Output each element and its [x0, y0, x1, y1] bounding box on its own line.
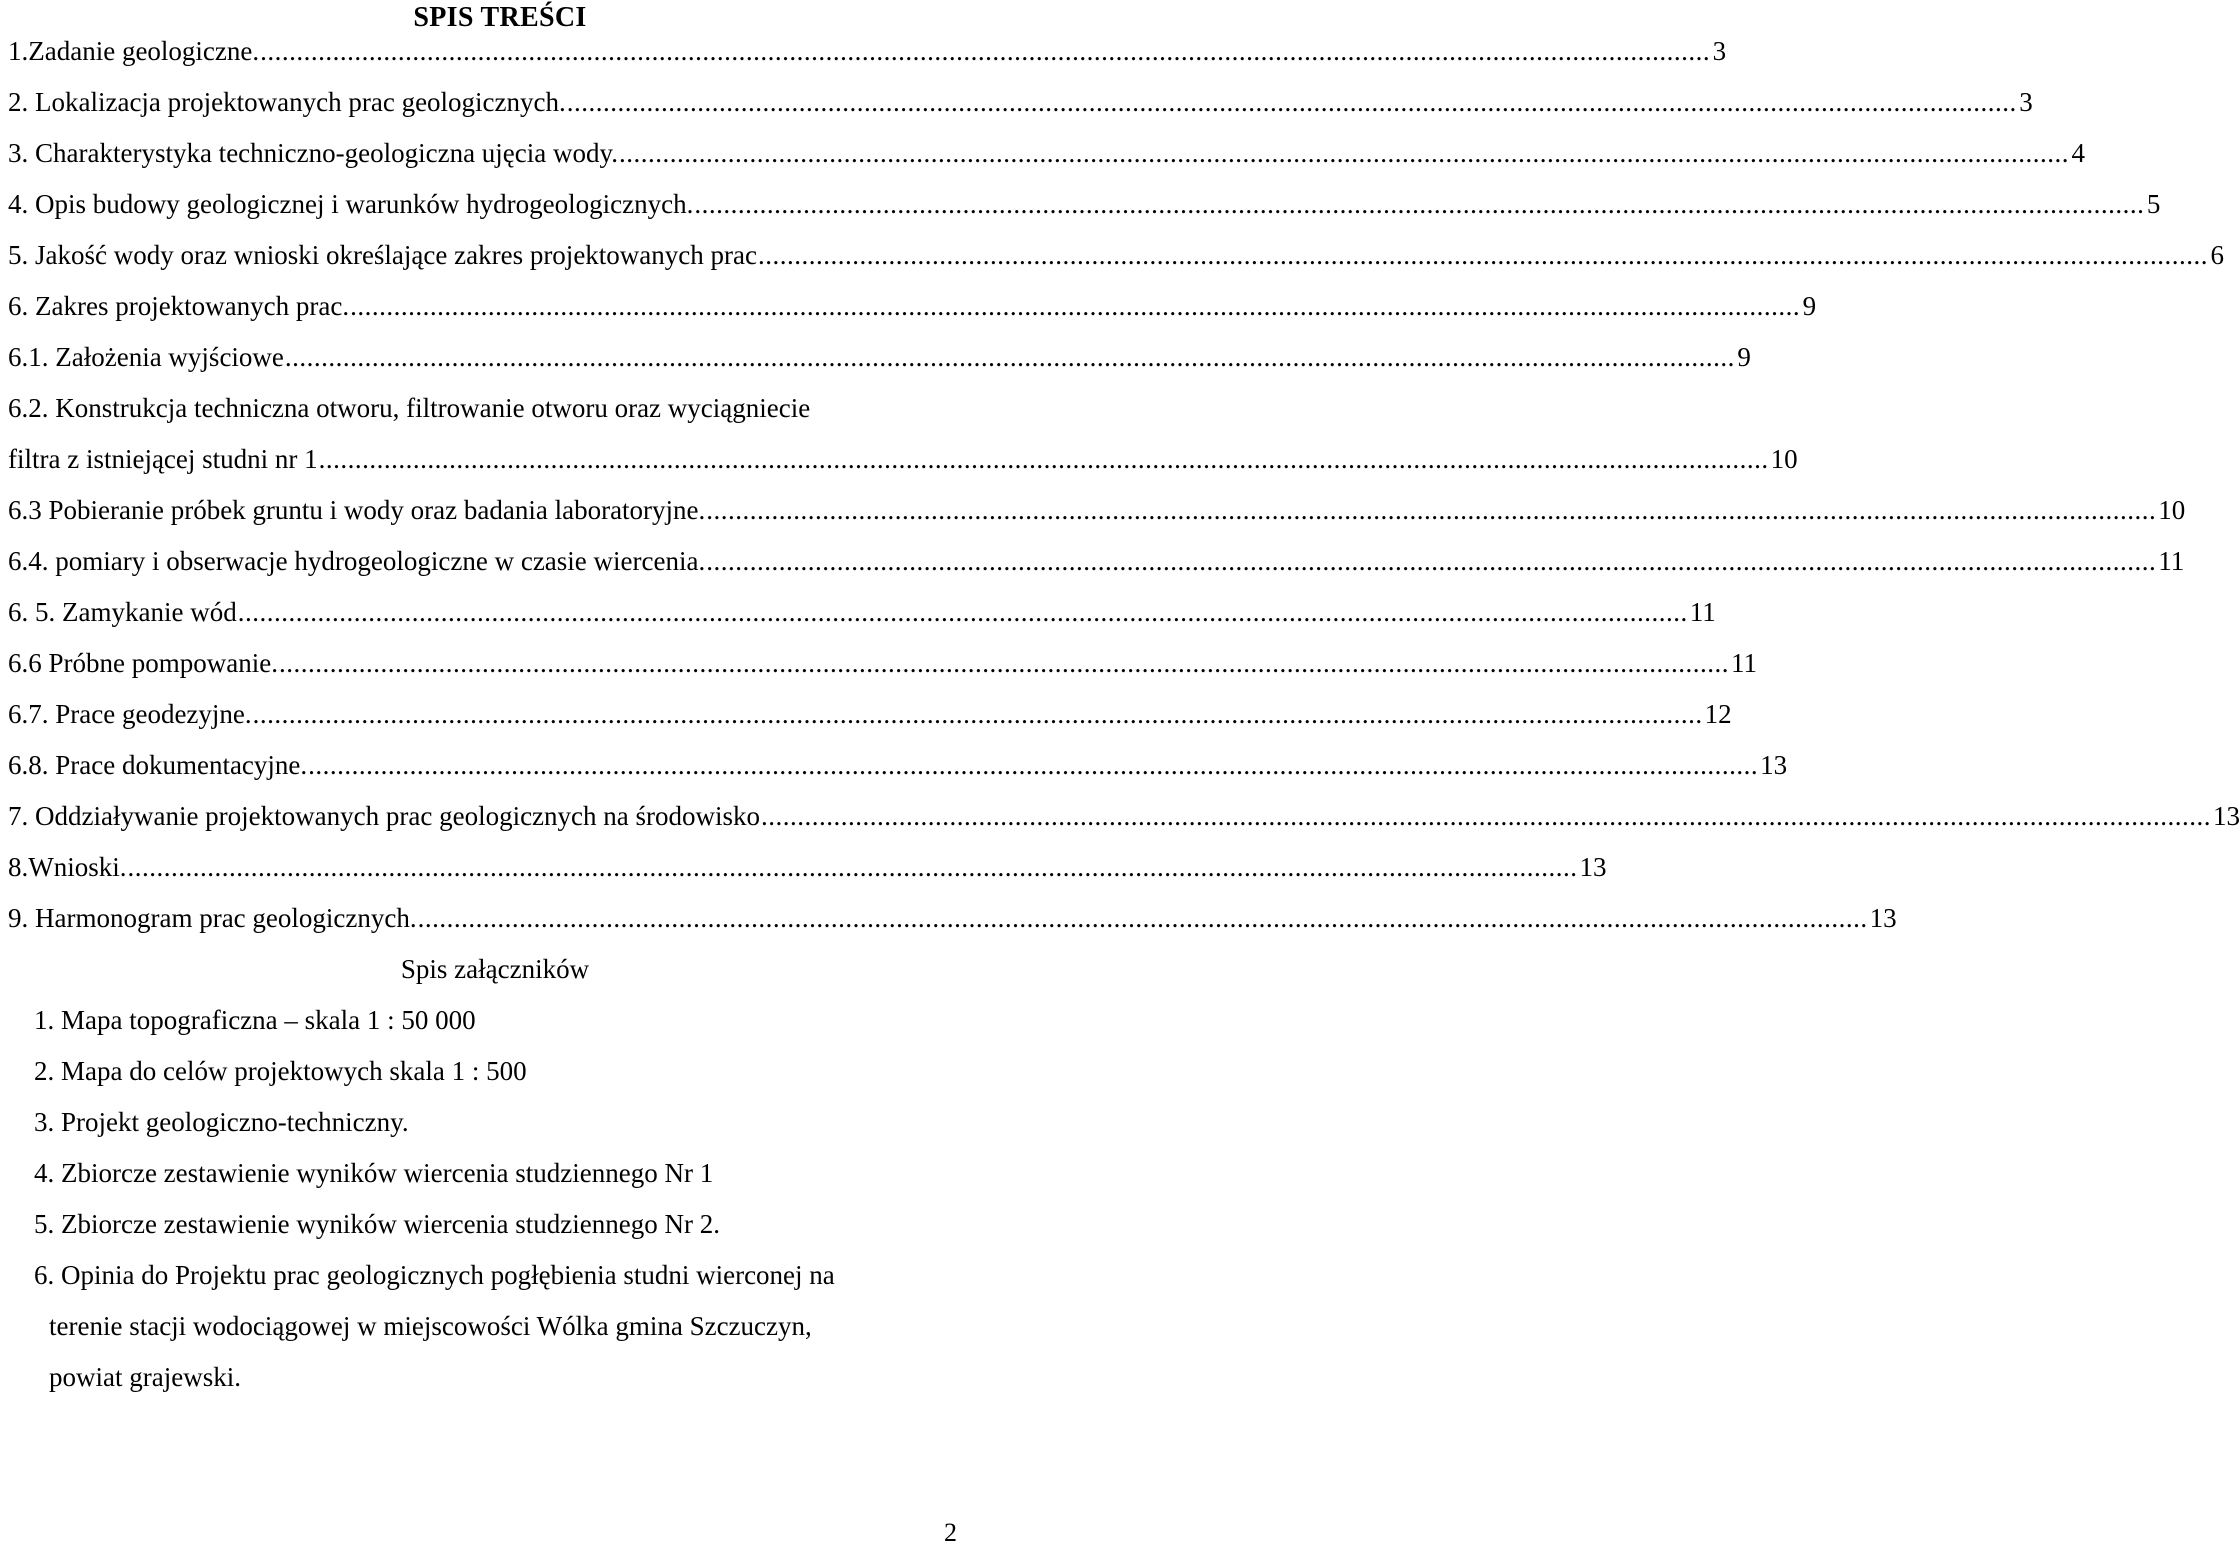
toc-entry[interactable] [8, 281, 1817, 332]
toc-entry[interactable] [8, 434, 1798, 485]
attachment-item [34, 1148, 954, 1199]
toc-entry-text: 7. Oddziaływanie projektowanych prac geologicznych na środowisko [8, 801, 761, 831]
dot-leader: ........................................................................................................................................................................................................ [757, 240, 2208, 270]
toc-entry[interactable] [8, 740, 1788, 791]
toc-entry-text: filtra z istniejącej studni nr 1 [8, 444, 318, 474]
toc-entry[interactable] [8, 893, 1897, 944]
toc-entry-page: 13 [1760, 750, 1788, 780]
toc-entry[interactable] [8, 77, 2033, 128]
page-number: 2 [944, 1518, 957, 1547]
toc-entry-page: 13 [1579, 852, 1607, 882]
toc-entry-text: 6.8. Prace dokumentacyjne. [8, 750, 308, 780]
toc-entry-text: 2. Lokalizacja projektowanych prac geologicznych. [8, 87, 566, 117]
dot-leader: ........................................................................................................................................................................................................ [706, 495, 2157, 525]
attachment-item [34, 995, 954, 1046]
attachment-item [34, 1250, 954, 1403]
dot-leader: ........................................................................................................................................................................................................ [706, 546, 2157, 576]
toc-entry-text: 6.2. Konstrukcja techniczna otworu, filtrowanie otworu oraz wyciągniecie [8, 393, 811, 423]
toc-entry-text: 6.6 Próbne pompowanie. [8, 648, 278, 678]
dot-leader: ........................................................................................................................................................................................................ [252, 699, 1703, 729]
toc-entry-text: 6.7. Prace geodezyjne. [8, 699, 252, 729]
toc-entry[interactable] [8, 26, 1727, 77]
dot-leader: ........................................................................................................................................................................................................ [278, 648, 1729, 678]
toc-entry-text: 8.Wnioski. [8, 852, 127, 882]
toc-entry[interactable] [8, 383, 960, 434]
dot-leader: ........................................................................................................................................................................................................ [260, 36, 1711, 66]
toc-entry-text: 6.4. pomiary i obserwacje hydrogeologiczne w czasie wiercenia. [8, 546, 706, 576]
toc-entry-text: 3. Charakterystyka techniczno-geologiczna ujęcia wody. [8, 138, 619, 168]
toc-entry-page: 11 [2158, 546, 2185, 576]
toc-entry[interactable] [8, 332, 1751, 383]
attachment-line: 1. Mapa topograficzna – skala 1 : 50 000 [34, 1005, 476, 1035]
attachments-title: Spis załączników [400, 954, 590, 984]
attachment-line: 5. Zbiorcze zestawienie wyników wiercenia studziennego Nr 2. [34, 1209, 720, 1239]
toc-entry[interactable] [8, 587, 1716, 638]
toc-entry-page: 10 [1770, 444, 1798, 474]
toc-entry-text: 1.Zadanie geologiczne. [8, 36, 260, 66]
toc-entry-page: 10 [2158, 495, 2186, 525]
toc-entry[interactable] [8, 179, 2161, 230]
toc-entry-page: 12 [1704, 699, 1732, 729]
toc-entry[interactable] [8, 689, 1732, 740]
attachment-line: 3. Projekt geologiczno-techniczny. [34, 1107, 409, 1137]
toc-entry-text: 6.3 Pobieranie próbek gruntu i wody oraz badania laboratoryjne. [8, 495, 706, 525]
toc-entry-page: 3 [2019, 87, 2033, 117]
toc-entry-page: 11 [1689, 597, 1716, 627]
table-of-contents [8, 26, 2240, 944]
toc-entry[interactable] [8, 128, 2086, 179]
toc-entry-page: 4 [2071, 138, 2086, 168]
dot-leader: ........................................................................................................................................................................................................ [350, 291, 1801, 321]
toc-entry-text: 4. Opis budowy geologicznej i warunków hydrogeologicznych. [8, 189, 694, 219]
attachments-list [34, 995, 954, 1403]
attachment-line: terenie stacji wodociągowej w miejscowości Wólka gmina Szczuczyn, [49, 1311, 812, 1341]
attachment-line: 6. Opinia do Projektu prac geologicznych pogłębienia studni wierconej na [34, 1260, 835, 1290]
dot-leader: ........................................................................................................................................................................................................ [318, 444, 1769, 474]
toc-title: SPIS TREŚCI [413, 2, 587, 33]
toc-entry-page: 5 [2146, 189, 2161, 219]
attachment-item [34, 1097, 954, 1148]
attachment-item [34, 1046, 954, 1097]
toc-entry-page: 11 [1730, 648, 1757, 678]
attachment-line: 4. Zbiorcze zestawienie wyników wiercenia studziennego Nr 1 [34, 1158, 714, 1188]
attachment-line: powiat grajewski. [49, 1362, 241, 1392]
attachment-item [34, 1199, 954, 1250]
toc-entry-text: 9. Harmonogram prac geologicznych. [8, 903, 417, 933]
dot-leader: ........................................................................................................................................................................................................ [417, 903, 1868, 933]
dot-leader: ........................................................................................................................................................................................................ [761, 801, 2212, 831]
toc-entry-text: 6. Zakres projektowanych prac. [8, 291, 350, 321]
toc-entry[interactable] [8, 485, 2186, 536]
toc-entry-page: 13 [2213, 801, 2240, 831]
dot-leader: ........................................................................................................................................................................................................ [619, 138, 2070, 168]
toc-entry[interactable] [8, 842, 1607, 893]
dot-leader: ........................................................................................................................................................................................................ [284, 342, 1735, 372]
toc-entry[interactable] [8, 638, 1757, 689]
dot-leader: ........................................................................................................................................................................................................ [237, 597, 1688, 627]
toc-entry[interactable] [8, 230, 2224, 281]
toc-entry-page: 9 [1737, 342, 1751, 372]
toc-entry-page: 13 [1869, 903, 1897, 933]
toc-entry-page: 9 [1802, 291, 1817, 321]
toc-entry[interactable] [8, 536, 2185, 587]
toc-entry[interactable] [8, 791, 2240, 842]
dot-leader: ........................................................................................................................................................................................................ [566, 87, 2017, 117]
toc-entry-text: 6.1. Założenia wyjściowe [8, 342, 284, 372]
toc-entry-page: 6 [2210, 240, 2224, 270]
dot-leader: ........................................................................................................................................................................................................ [308, 750, 1759, 780]
toc-entry-text: 6. 5. Zamykanie wód [8, 597, 237, 627]
dot-leader: ........................................................................................................................................................................................................ [127, 852, 1578, 882]
attachment-line: 2. Mapa do celów projektowych skala 1 : 500 [34, 1056, 527, 1086]
toc-entry-page: 3 [1712, 36, 1727, 66]
dot-leader: ........................................................................................................................................................................................................ [694, 189, 2145, 219]
toc-entry-text: 5. Jakość wody oraz wnioski określające zakres projektowanych prac [8, 240, 757, 270]
